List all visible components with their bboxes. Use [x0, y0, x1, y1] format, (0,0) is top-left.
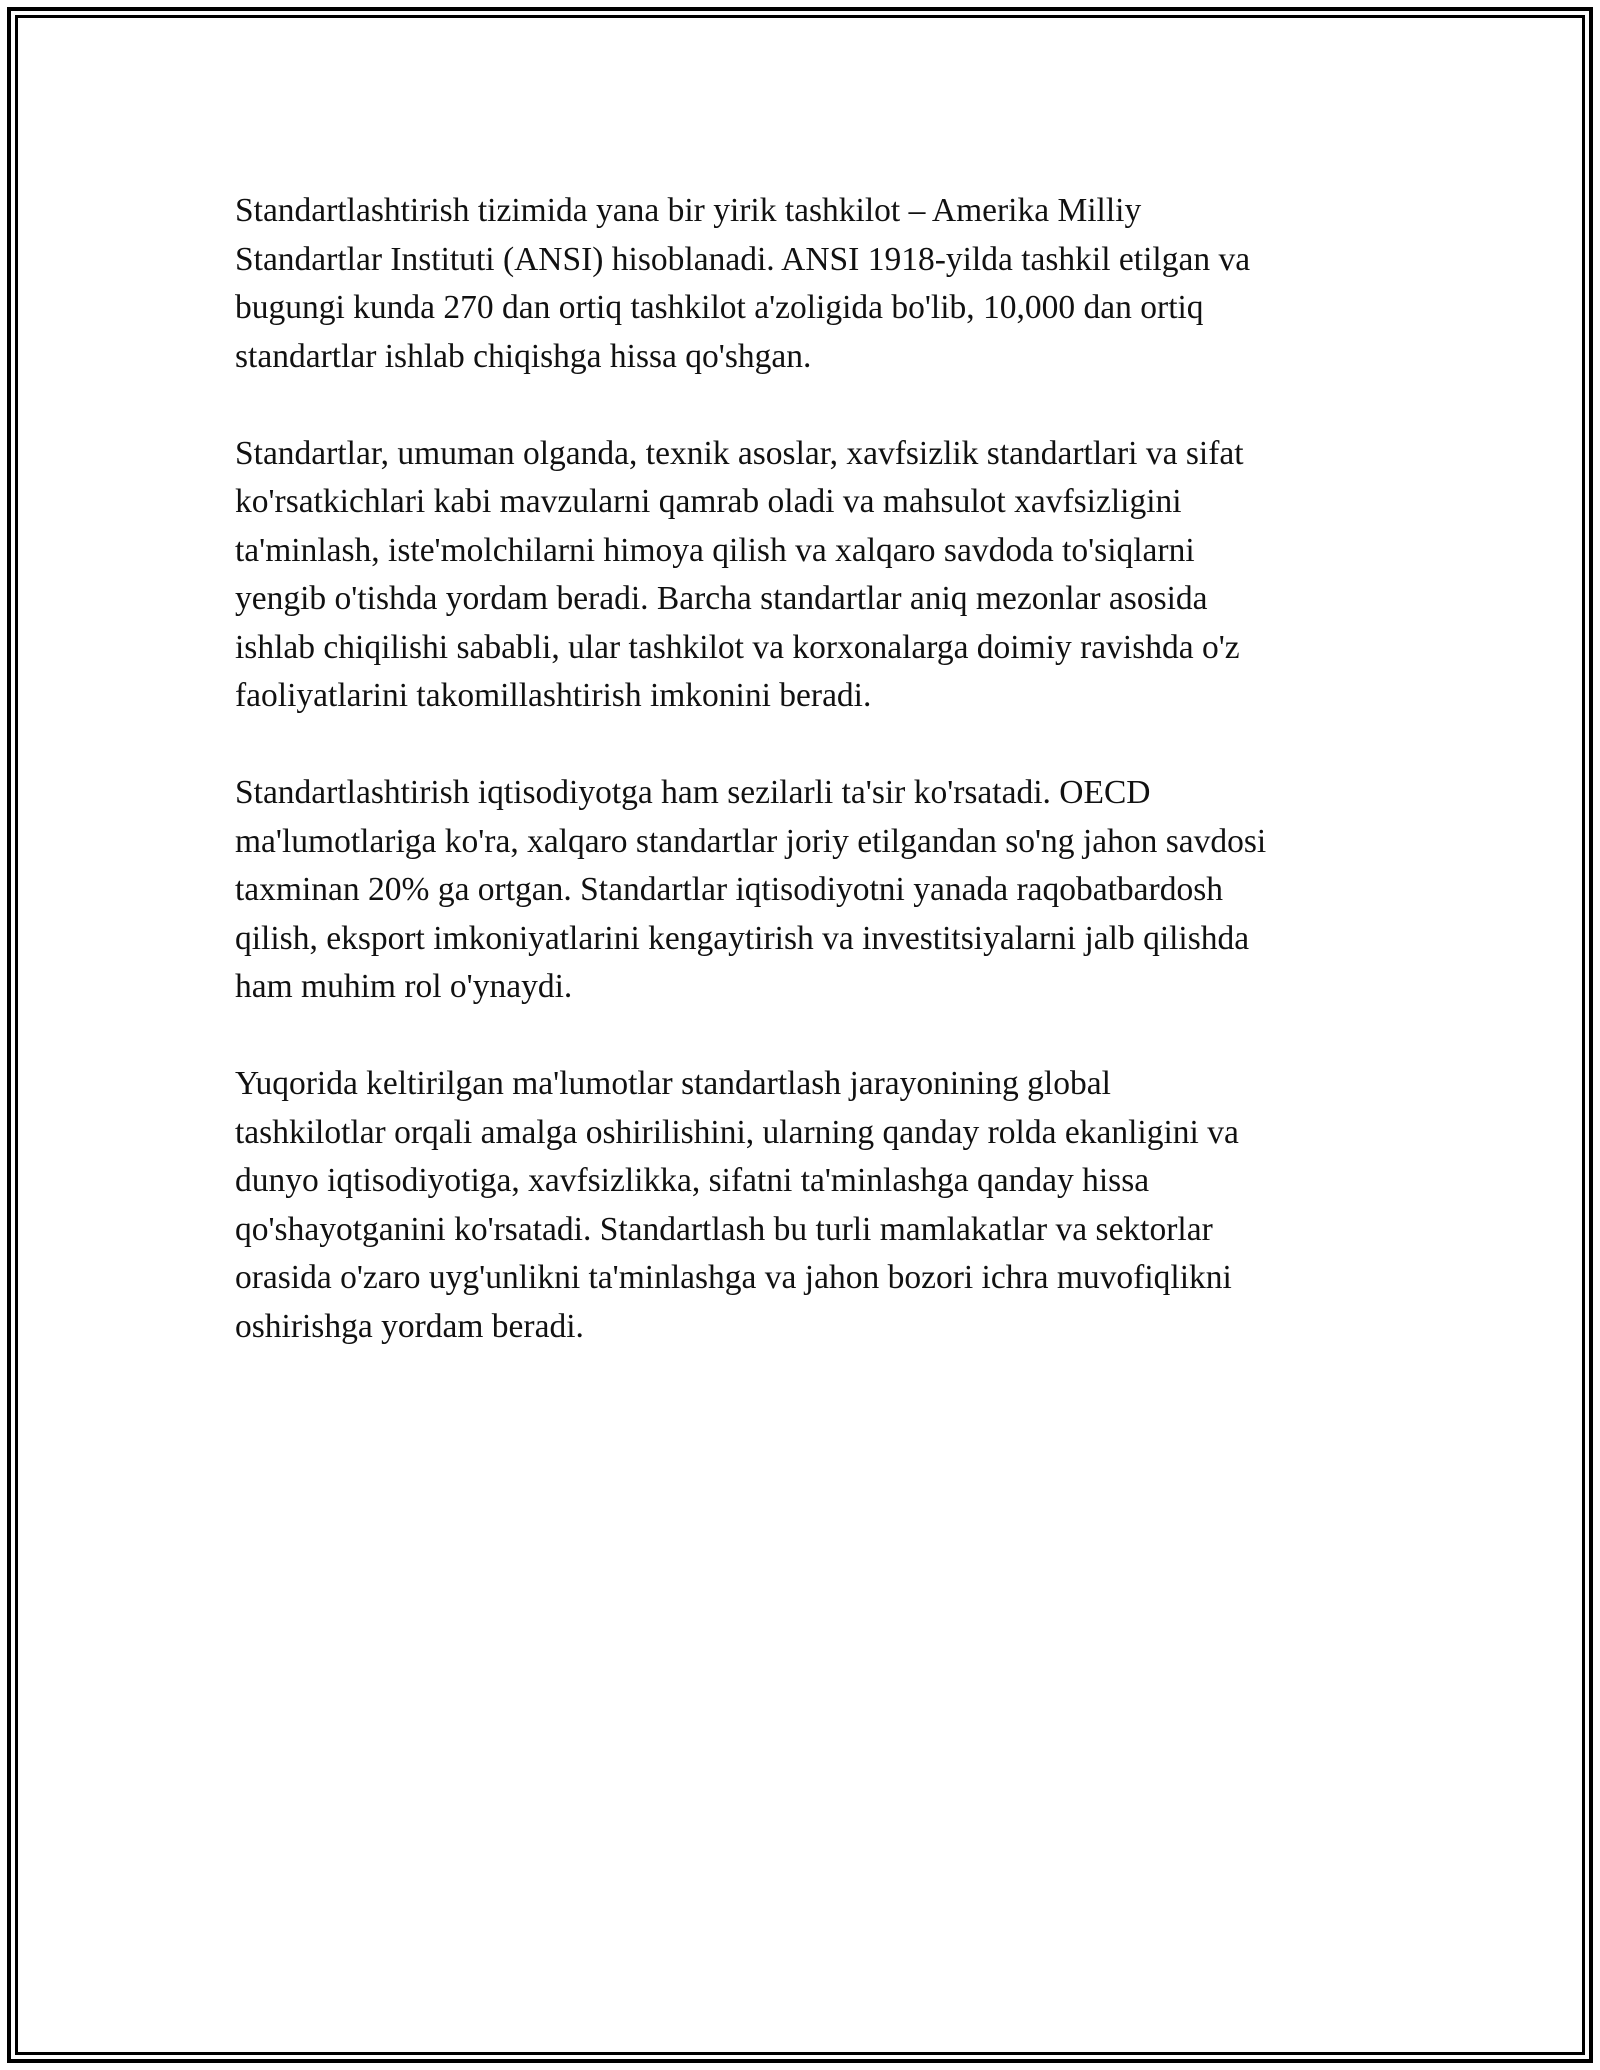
document-body — [235, 187, 1365, 1400]
paragraph-economic-impact: Standartlashtirish iqtisodiyotga ham sezilarli ta'sir ko'rsatadi. OECD ma'lumotlariga ko'ra, xalqaro standartlar joriy etilgandan so'ng jahon savdosi taxminan 20% ga ortgan. Standartlar iqtisodiyotni yanada raqobatbardosh qilish, eksport imkoniyatlarini kengaytirish va investitsiyalarni jalb qilishda ham muhim rol o'ynaydi. — [235, 774, 1267, 1005]
paragraph-conclusion: Yuqorida keltirilgan ma'lumotlar standartlash jarayonining global tashkilotlar orqali amalga oshirilishini, ularning qanday rolda ekanligini va dunyo iqtisodiyotiga, xavfsizlikka, sifatni ta'minlashga qanday hissa qo'shayotganini ko'rsatadi. Standartlash bu turli mamlakatlar va sektorlar orasida o'zaro uyg'unlikni ta'minlashga va jahon bozori ichra muvofiqlikni oshirishga yordam beradi. — [235, 1065, 1239, 1345]
paragraph-ansi: Standartlashtirish tizimida yana bir yirik tashkilot – Amerika Milliy Standartlar Instituti (ANSI) hisoblanadi. ANSI 1918-yilda tashkil etilgan va bugungi kunda 270 dan ortiq tashkilot a'zoligida bo'lib, 10,000 dan ortiq standartlar ishlab chiqishga hissa qo'shgan. — [235, 192, 1251, 375]
paragraph-standards-scope: Standartlar, umuman olganda, texnik asoslar, xavfsizlik standartlari va sifat ko'rsatkichlari kabi mavzularni qamrab oladi va mahsulot xavfsizligini ta'minlash, iste'molchilarni himoya qilish va xalqaro savdoda to'siqlarni yengib o'tishda yordam beradi. Barcha standartlar aniq mezonlar asosida ishlab chiqilishi sababli, ular tashkilot va korxonalarga doimiy ravishda o'z faoliyatlarini takomillashtirish imkonini beradi. — [235, 434, 1244, 714]
